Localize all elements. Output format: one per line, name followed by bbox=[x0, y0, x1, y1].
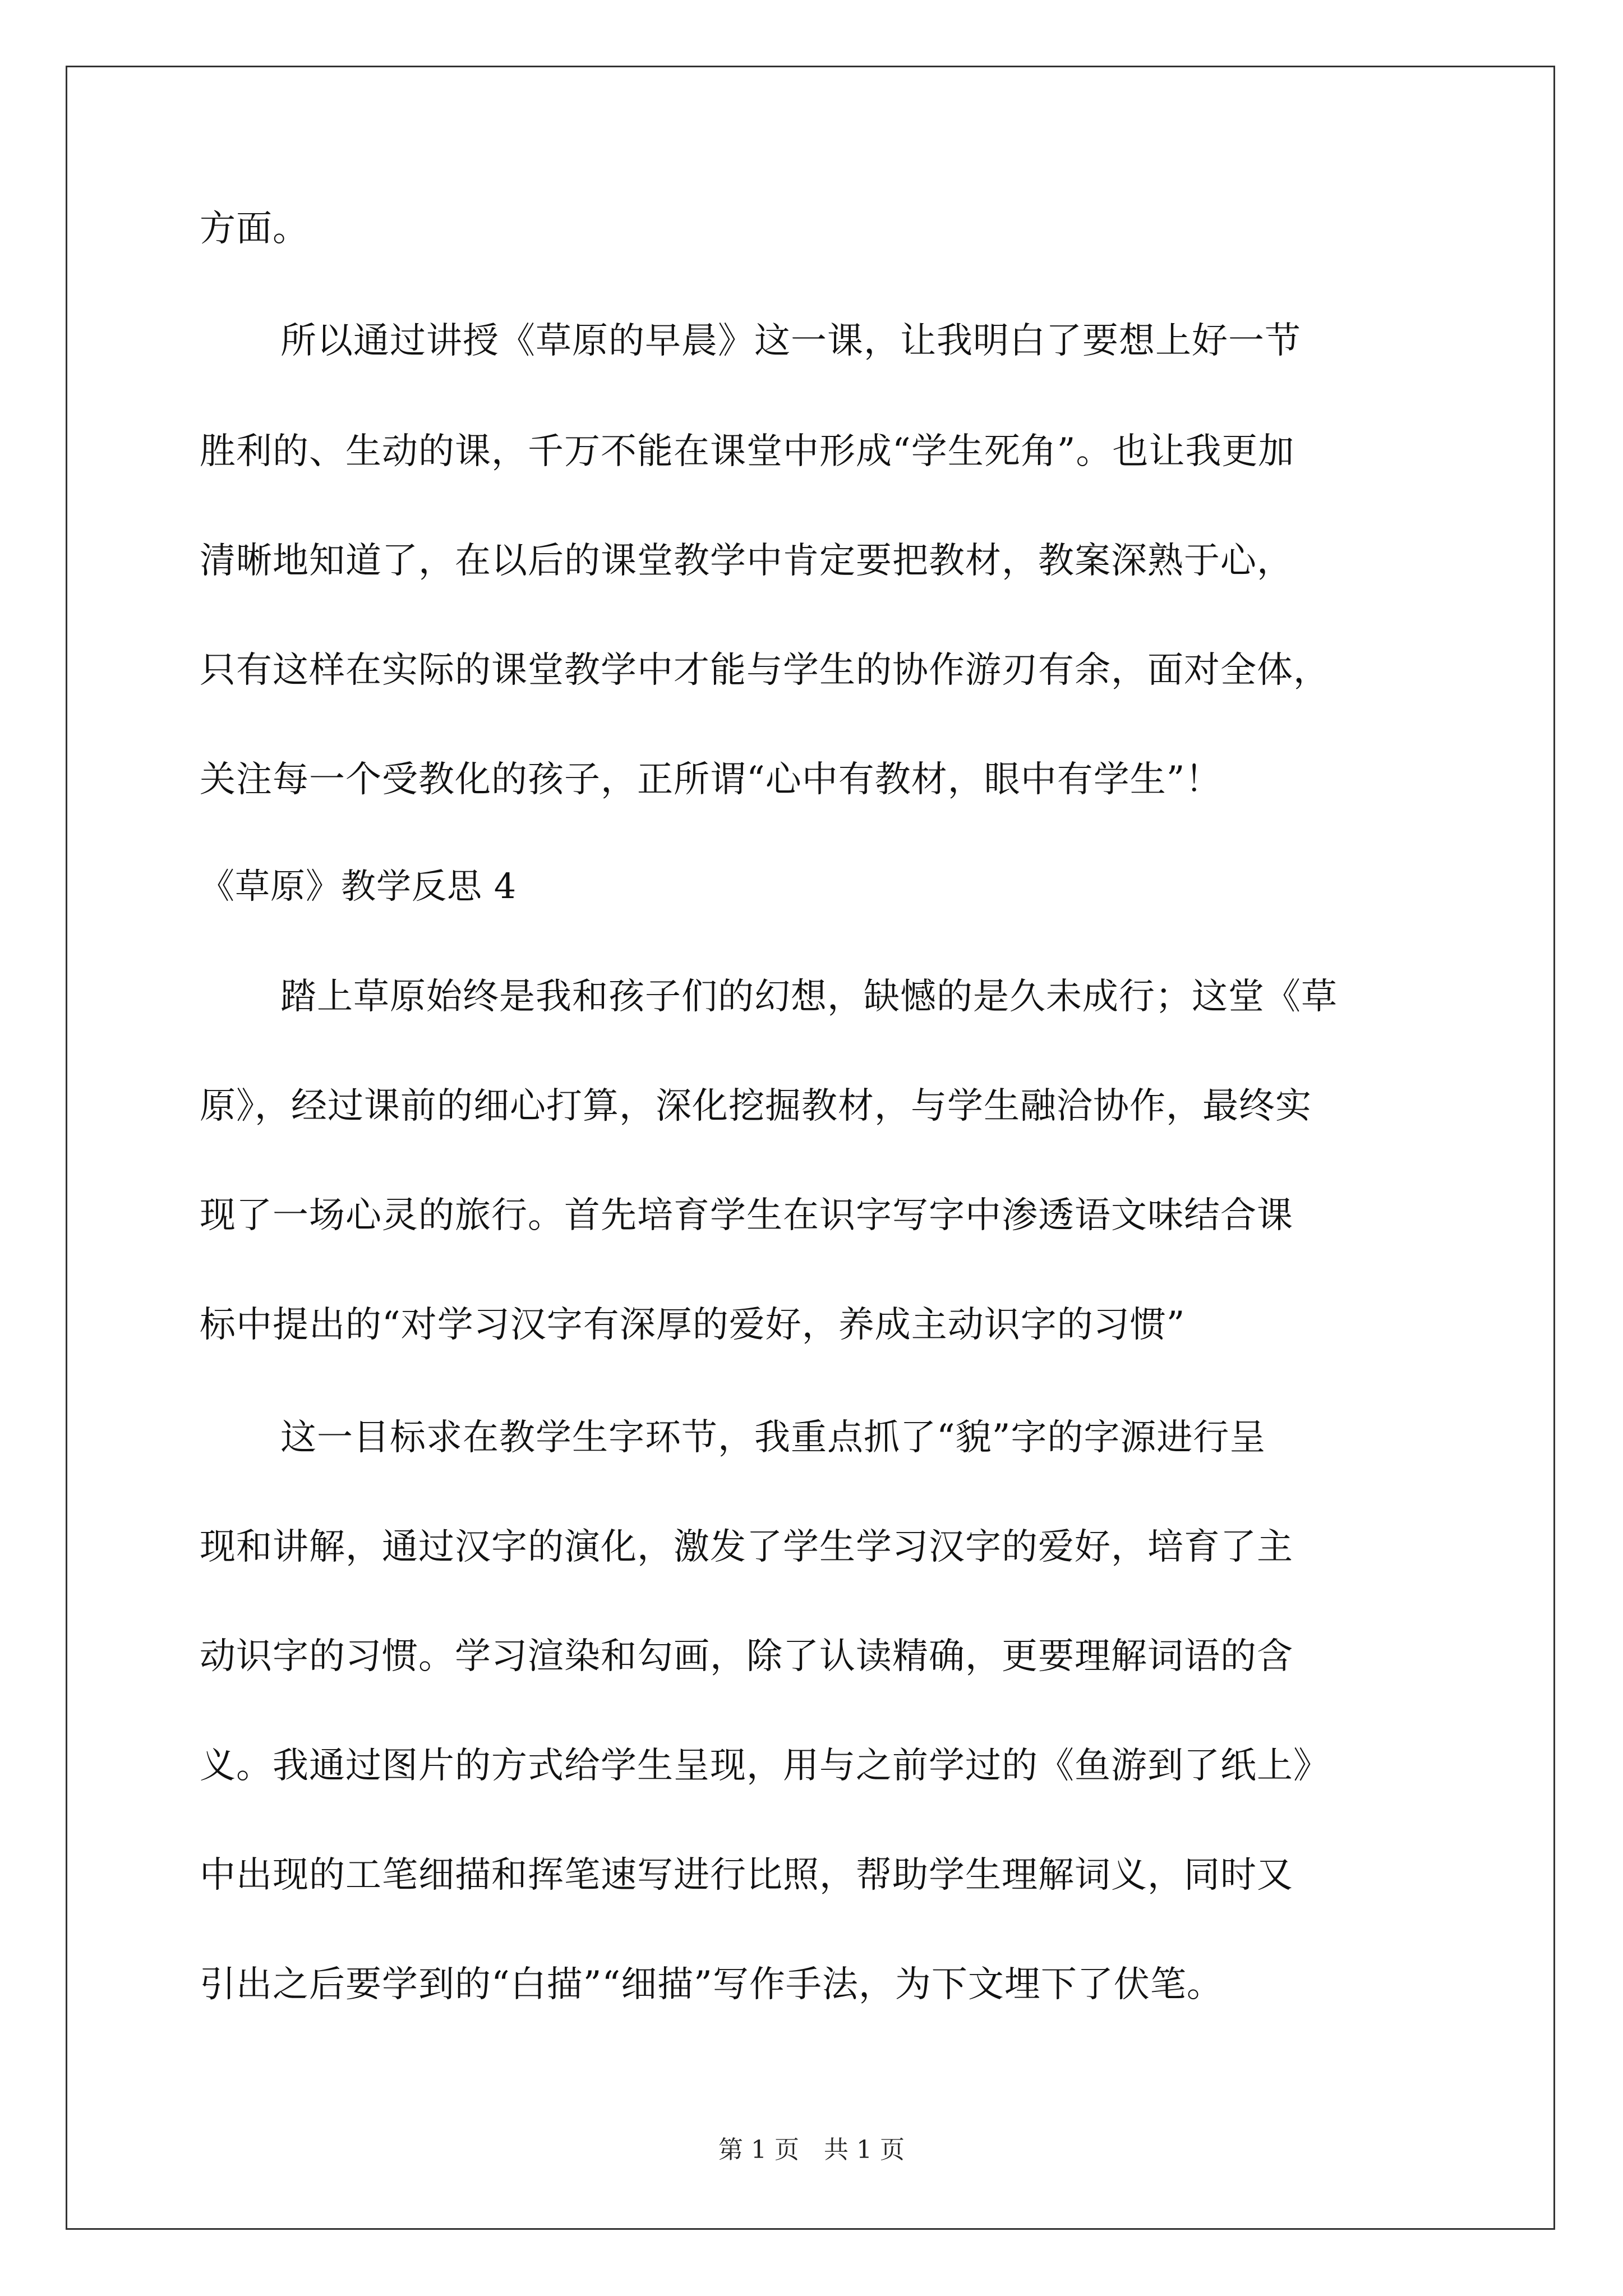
paragraph-line: 方面。 bbox=[200, 208, 309, 250]
paragraph-line: 踏上草原始终是我和孩子们的幻想，缺憾的是久未成行；这堂《草 bbox=[280, 976, 1338, 1018]
paragraph-line: 清晰地知道了，在以后的课堂教学中肯定要把教材，教案深熟于心， bbox=[200, 540, 1293, 582]
paragraph-line: 所以通过讲授《草原的早晨》这一课，让我明白了要想上好一节 bbox=[280, 320, 1301, 362]
paragraph-line: 义。我通过图片的方式给学生呈现，用与之前学过的《鱼游到了纸上》 bbox=[200, 1745, 1330, 1787]
page-border bbox=[66, 66, 1555, 2230]
paragraph-line: 关注每一个受教化的孩子，正所谓“心中有教材，眼中有学生”！ bbox=[200, 759, 1222, 800]
paragraph-line: 现和讲解，通过汉字的演化，激发了学生学习汉字的爱好，培育了主 bbox=[200, 1526, 1293, 1568]
paragraph-line: 胜利的、生动的课，千万不能在课堂中形成“学生死角”。也让我更加 bbox=[200, 431, 1295, 472]
paragraph-line: 中出现的工笔细描和挥笔速写进行比照，帮助学生理解词义，同时又 bbox=[200, 1855, 1293, 1896]
paragraph-line: 现了一场心灵的旅行。首先培育学生在识字写字中渗透语文味结合课 bbox=[200, 1195, 1293, 1236]
paragraph-line: 引出之后要学到的“白描”“细描”写作手法，为下文埋下了伏笔。 bbox=[200, 1964, 1223, 2005]
section-heading: 《草原》教学反思 4 bbox=[200, 866, 517, 907]
paragraph-line: 这一目标求在教学生字环节，我重点抓了“貌”字的字源进行呈 bbox=[280, 1417, 1266, 1458]
page-number-footer: 第 1 页 共 1 页 bbox=[718, 2136, 905, 2164]
paragraph-line: 标中提出的“对学习汉字有深厚的爱好，养成主动识字的习惯” bbox=[200, 1304, 1186, 1346]
paragraph-line: 原》，经过课前的细心打算，深化挖掘教材，与学生融洽协作，最终实 bbox=[200, 1085, 1312, 1127]
paragraph-line: 只有这样在实际的课堂教学中才能与学生的协作游刃有余，面对全体， bbox=[200, 650, 1330, 691]
paragraph-line: 动识字的习惯。学习渲染和勾画，除了认读精确，更要理解词语的含 bbox=[200, 1636, 1293, 1677]
